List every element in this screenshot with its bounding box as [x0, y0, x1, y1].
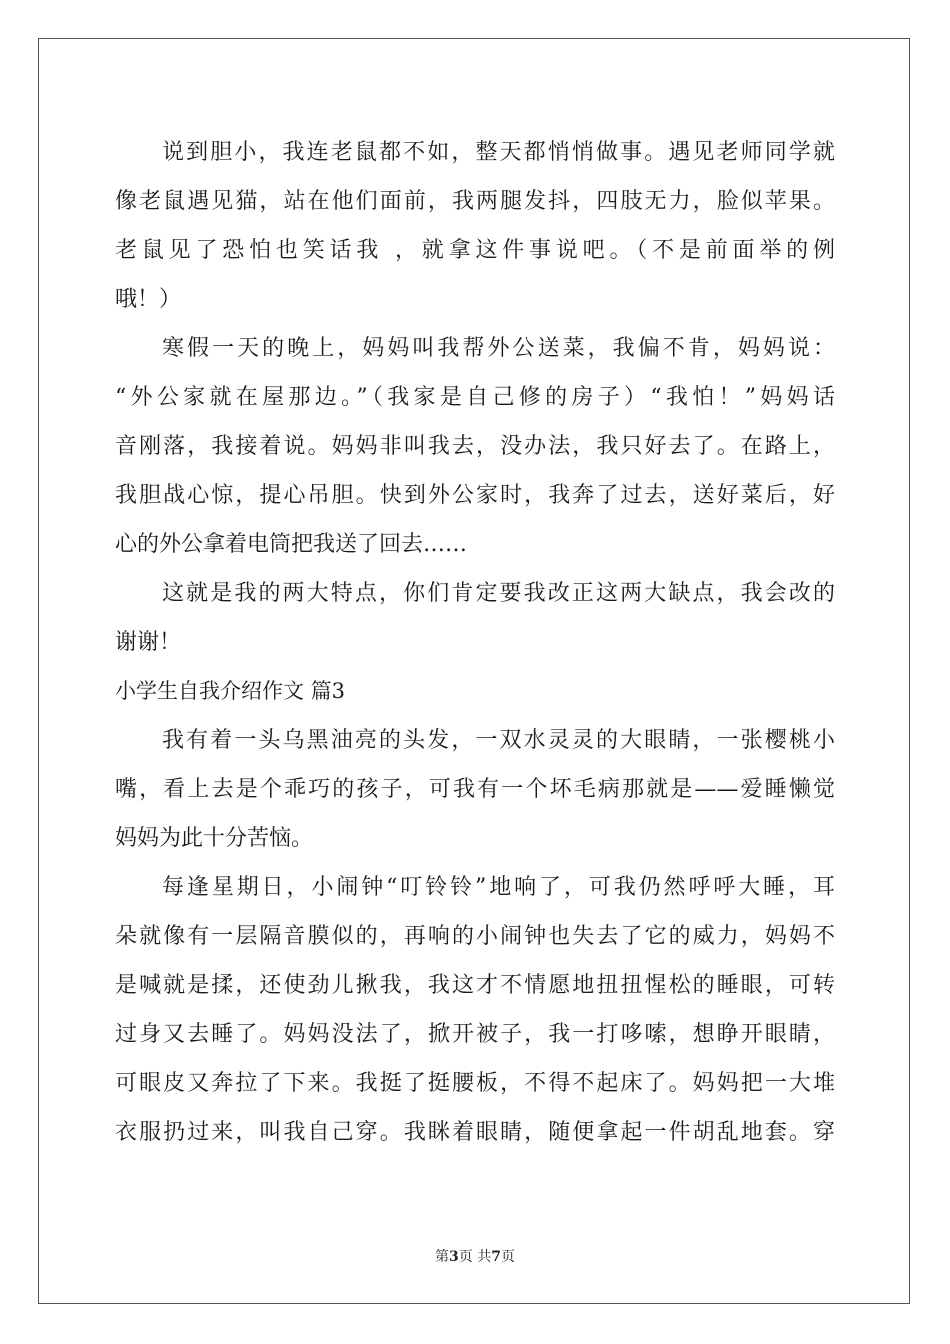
paragraph-5-line-5: 可眼皮又奔拉了下来。我挺了挺腰板，不得不起床了。妈妈把一大堆	[115, 1071, 835, 1096]
section-heading: 小学生自我介绍作文 篇3	[115, 679, 346, 703]
footer-page-number: 3	[449, 1249, 459, 1265]
footer-prefix: 第	[435, 1249, 450, 1265]
paragraph-4-line-3: 妈妈为此十分苦恼。	[115, 826, 314, 851]
paragraph-2-line-5: 心的外公拿着电筒把我送了回去……	[115, 532, 468, 557]
paragraph-3-line-1: 这就是我的两大特点，你们肯定要我改正这两大缺点，我会改的	[162, 581, 835, 606]
paragraph-5-line-4: 过身又去睡了。妈妈没法了，掀开被子，我一打哆嗦，想睁开眼睛，	[115, 1022, 835, 1047]
paragraph-5-line-3: 是喊就是揉，还使劲儿揪我，我这才不情愿地扭扭惺松的睡眼，可转	[115, 973, 835, 998]
paragraph-3-line-2: 谢谢！	[115, 630, 182, 655]
footer-total-pages: 7	[491, 1249, 501, 1265]
paragraph-1-line-3: 老鼠见了恐怕也笑话我 ，就拿这件事说吧。（不是前面举的例	[115, 238, 835, 263]
paragraph-2-line-4: 我胆战心惊，提心吊胆。快到外公家时，我奔了过去，送好菜后，好	[115, 483, 835, 508]
paragraph-2-line-1: 寒假一天的晚上，妈妈叫我帮外公送菜，我偏不肯，妈妈说：	[162, 336, 835, 361]
paragraph-5-line-1: 每逢星期日，小闹钟“叮铃铃”地响了，可我仍然呼呼大睡，耳	[162, 875, 835, 900]
footer-suffix: 页	[500, 1249, 515, 1265]
paragraph-4-line-2: 嘴，看上去是个乖巧的孩子，可我有一个坏毛病那就是——爱睡懒觉	[115, 777, 835, 802]
paragraph-4-line-1: 我有着一头乌黑油亮的头发，一双水灵灵的大眼睛，一张樱桃小	[162, 728, 835, 753]
paragraph-1-line-4: 哦！）	[115, 287, 182, 312]
paragraph-5-line-6: 衣服扔过来，叫我自己穿。我眯着眼睛，随便拿起一件胡乱地套。穿	[115, 1120, 835, 1145]
footer-mid: 页 共	[458, 1249, 492, 1265]
paragraph-1-line-1: 说到胆小，我连老鼠都不如，整天都悄悄做事。遇见老师同学就	[162, 140, 835, 165]
document-body	[115, 128, 835, 1157]
page-footer	[0, 1246, 950, 1266]
paragraph-2-line-3: 音刚落，我接着说。妈妈非叫我去，没办法，我只好去了。在路上，	[115, 434, 835, 459]
paragraph-5-line-2: 朵就像有一层隔音膜似的，再响的小闹钟也失去了它的威力，妈妈不	[115, 924, 835, 949]
paragraph-1-line-2: 像老鼠遇见猫，站在他们面前，我两腿发抖，四肢无力，脸似苹果。	[115, 189, 835, 214]
paragraph-2-line-2: “外公家就在屋那边。”（我家是自己修的房子）“我怕！”妈妈话	[115, 385, 835, 410]
